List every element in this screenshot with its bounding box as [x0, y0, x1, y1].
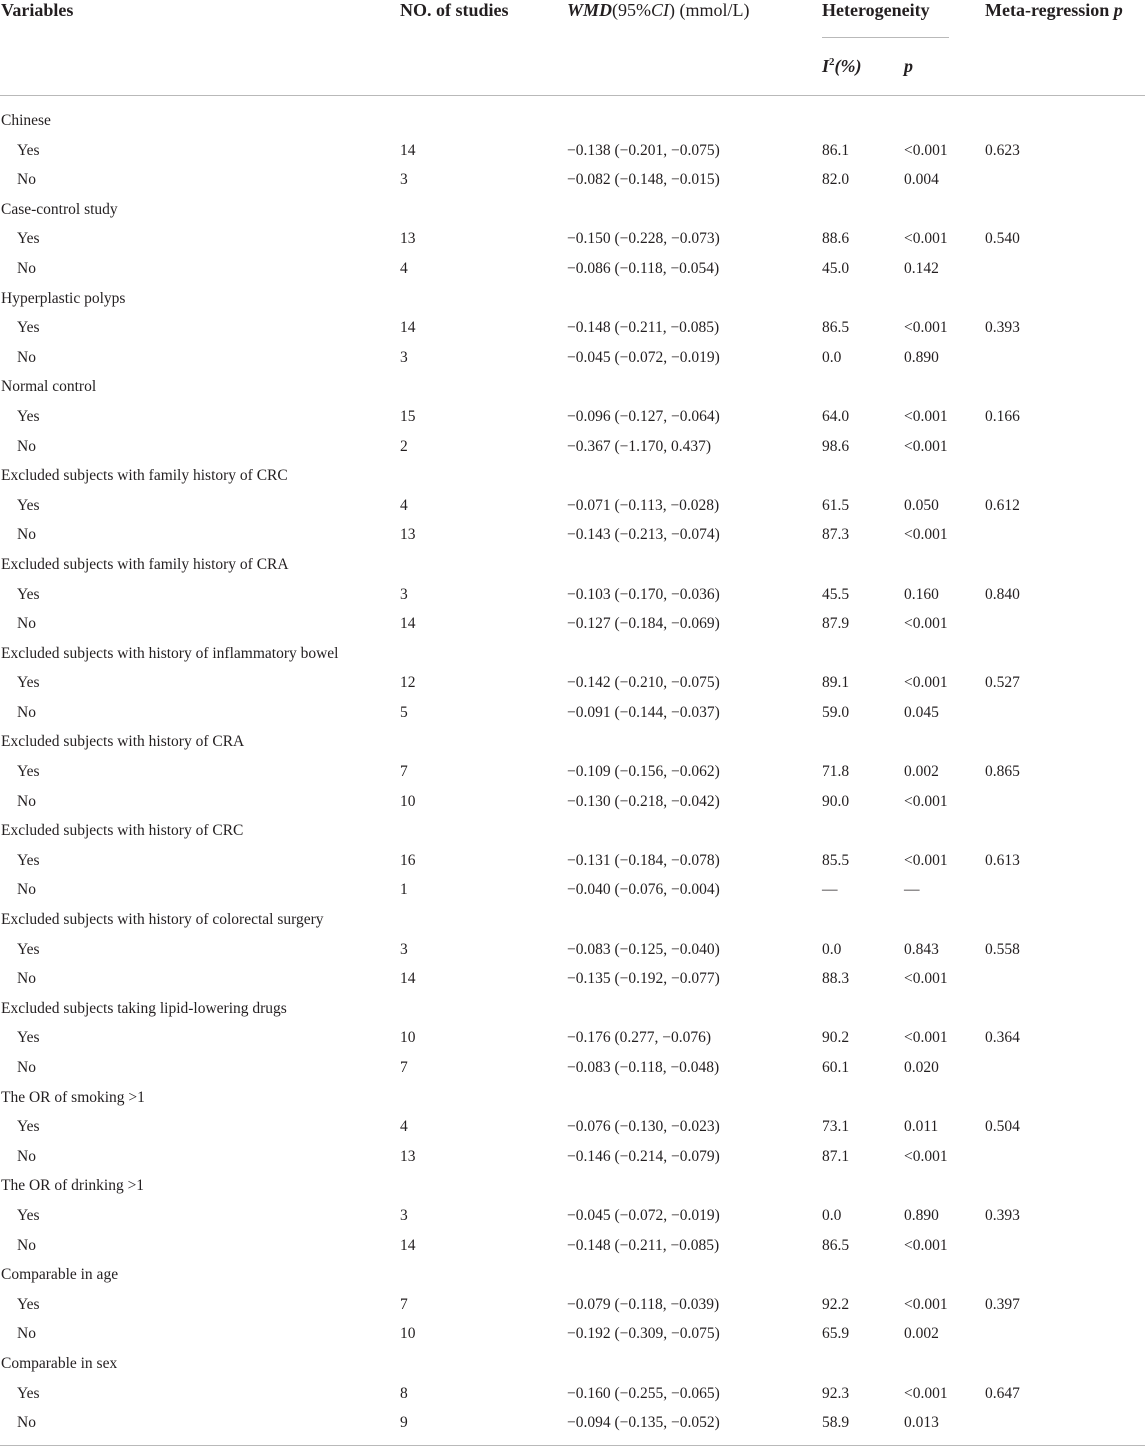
- group-row: [0, 1172, 1145, 1202]
- study-count: 5: [400, 703, 408, 721]
- study-count: 9: [400, 1414, 408, 1432]
- meta-regression-p: 0.865: [985, 763, 1020, 781]
- wmd-value: −0.086 (−0.118, −0.054): [567, 259, 720, 277]
- heterogeneity-p: <0.001: [904, 851, 948, 869]
- subgroup-label: Yes: [17, 1118, 40, 1136]
- table-row: [0, 699, 1145, 729]
- header-i2: [822, 56, 862, 77]
- wmd-value: −0.045 (−0.072, −0.019): [567, 1206, 720, 1224]
- study-count: 3: [400, 1206, 408, 1224]
- study-count: 10: [400, 1325, 416, 1343]
- table-row: [0, 965, 1145, 995]
- heterogeneity-p: <0.001: [904, 1295, 948, 1313]
- heterogeneity-p: <0.001: [904, 230, 948, 248]
- wmd-value: −0.127 (−0.184, −0.069): [567, 615, 720, 633]
- i2-value: 86.1: [822, 141, 850, 159]
- wmd-value: −0.135 (−0.192, −0.077): [567, 970, 720, 988]
- meta-regression-p: 0.397: [985, 1295, 1020, 1313]
- subgroup-label: No: [17, 615, 36, 633]
- table-body: [0, 107, 1145, 1439]
- study-count: 3: [400, 940, 408, 958]
- header-p: p: [904, 56, 913, 76]
- table-row: [0, 847, 1145, 877]
- group-row: [0, 817, 1145, 847]
- i2-value: 73.1: [822, 1118, 850, 1136]
- wmd-value: −0.130 (−0.218, −0.042): [567, 792, 720, 810]
- table-row: [0, 1291, 1145, 1321]
- wmd-value: −0.143 (−0.213, −0.074): [567, 526, 720, 544]
- group-label: Case-control study: [1, 200, 118, 218]
- table-row: [0, 1232, 1145, 1262]
- wmd-value: −0.148 (−0.211, −0.085): [567, 1236, 720, 1254]
- heterogeneity-p: 0.002: [904, 763, 939, 781]
- meta-regression-p: 0.393: [985, 319, 1020, 337]
- table-row: [0, 1054, 1145, 1084]
- heterogeneity-p: <0.001: [904, 792, 948, 810]
- heterogeneity-p: <0.001: [904, 407, 948, 425]
- i2-value: 0.0: [822, 940, 842, 958]
- study-count: 14: [400, 615, 416, 633]
- header-meta-regression: [985, 0, 1123, 21]
- table-row: [0, 1024, 1145, 1054]
- i2-value: 87.9: [822, 615, 850, 633]
- heterogeneity-p: 0.020: [904, 1059, 939, 1076]
- group-row: [0, 285, 1145, 315]
- i2-value: 65.9: [822, 1325, 850, 1343]
- meta-regression-p: 0.364: [985, 1029, 1020, 1047]
- header-i2-sup: 2: [829, 56, 835, 68]
- subgroup-label: Yes: [17, 674, 40, 692]
- wmd-value: −0.148 (−0.211, −0.085): [567, 319, 720, 337]
- study-count: 1: [400, 881, 408, 899]
- i2-value: 98.6: [822, 437, 850, 455]
- table-row: [0, 344, 1145, 374]
- table-row: [0, 403, 1145, 433]
- table-row: [0, 225, 1145, 255]
- i2-value: 90.2: [822, 1029, 850, 1047]
- wmd-value: −0.071 (−0.113, −0.028): [567, 496, 720, 514]
- subgroup-label: No: [17, 1236, 36, 1254]
- subgroup-label: No: [17, 259, 36, 277]
- heterogeneity-p: 0.050: [904, 496, 939, 514]
- i2-value: 60.1: [822, 1059, 850, 1076]
- group-label: Excluded subjects taking lipid-lowering drugs: [1, 999, 287, 1017]
- group-row: [0, 551, 1145, 581]
- header-meta-regression-label: Meta-regression: [985, 0, 1110, 20]
- i2-value: 92.2: [822, 1295, 850, 1313]
- i2-value: 87.1: [822, 1147, 850, 1165]
- i2-value: 86.5: [822, 1236, 850, 1254]
- subgroup-label: Yes: [17, 851, 40, 869]
- i2-value: 88.6: [822, 230, 850, 248]
- i2-value: 85.5: [822, 851, 850, 869]
- study-count: 14: [400, 141, 416, 159]
- subgroup-label: Yes: [17, 1295, 40, 1313]
- group-label: Hyperplastic polyps: [1, 289, 126, 307]
- meta-regression-p: 0.166: [985, 407, 1020, 425]
- group-label: Excluded subjects with history of CRA: [1, 733, 245, 751]
- header-wmd: [567, 0, 750, 21]
- heterogeneity-p: <0.001: [904, 615, 948, 633]
- subgroup-label: Yes: [17, 1384, 40, 1402]
- i2-value: 71.8: [822, 763, 850, 781]
- group-row: [0, 462, 1145, 492]
- table-row: [0, 1113, 1145, 1143]
- header-i2-letter: I: [822, 56, 830, 76]
- heterogeneity-p: <0.001: [904, 526, 948, 544]
- group-row: [0, 1350, 1145, 1380]
- group-label: The OR of drinking >1: [1, 1177, 145, 1195]
- group-row: [0, 640, 1145, 670]
- wmd-value: −0.040 (−0.076, −0.004): [567, 881, 720, 899]
- group-label: Comparable in age: [1, 1266, 119, 1284]
- heterogeneity-p: 0.890: [904, 348, 939, 366]
- meta-regression-p: 0.613: [985, 851, 1020, 869]
- i2-value: 58.9: [822, 1414, 850, 1432]
- i2-value: 59.0: [822, 703, 850, 721]
- i2-value: 82.0: [822, 171, 850, 189]
- subgroup-label: No: [17, 970, 36, 988]
- group-label: Excluded subjects with family history of CRA: [1, 555, 289, 573]
- study-count: 13: [400, 1147, 416, 1165]
- i2-value: 86.5: [822, 319, 850, 337]
- study-count: 3: [400, 585, 408, 603]
- subgroup-label: Yes: [17, 1206, 40, 1224]
- heterogeneity-p: 0.843: [904, 940, 939, 958]
- subgroup-label: Yes: [17, 940, 40, 958]
- group-label: Excluded subjects with family history of CRC: [1, 467, 288, 485]
- subgroup-label: Yes: [17, 585, 40, 603]
- heterogeneity-p: 0.160: [904, 585, 939, 603]
- study-count: 7: [400, 1295, 408, 1313]
- heterogeneity-p: <0.001: [904, 1147, 948, 1165]
- subgroup-label: No: [17, 1414, 36, 1432]
- study-count: 10: [400, 792, 416, 810]
- subgroup-label: No: [17, 1059, 36, 1076]
- heterogeneity-p: —: [904, 881, 920, 899]
- heterogeneity-p: <0.001: [904, 1236, 948, 1254]
- study-count: 14: [400, 319, 416, 337]
- table-row: [0, 1409, 1145, 1439]
- study-count: 14: [400, 1236, 416, 1254]
- heterogeneity-p: 0.013: [904, 1414, 939, 1432]
- heterogeneity-p: <0.001: [904, 437, 948, 455]
- table-row: [0, 255, 1145, 285]
- wmd-value: −0.138 (−0.201, −0.075): [567, 141, 720, 159]
- table-row: [0, 581, 1145, 611]
- subgroup-label: No: [17, 348, 36, 366]
- subgroup-label: Yes: [17, 319, 40, 337]
- i2-value: 88.3: [822, 970, 850, 988]
- i2-value: 45.0: [822, 259, 850, 277]
- study-count: 4: [400, 496, 408, 514]
- heterogeneity-p: 0.045: [904, 703, 939, 721]
- study-count: 13: [400, 526, 416, 544]
- group-label: Chinese: [1, 112, 51, 129]
- group-row: [0, 196, 1145, 226]
- i2-value: 64.0: [822, 407, 850, 425]
- table-row: [0, 314, 1145, 344]
- table-row: [0, 1202, 1145, 1232]
- table-header: [0, 0, 1145, 96]
- study-count: 4: [400, 1118, 408, 1136]
- study-count: 7: [400, 1059, 408, 1076]
- subgroup-label: Yes: [17, 141, 40, 159]
- heterogeneity-p: <0.001: [904, 319, 948, 337]
- heterogeneity-p: <0.001: [904, 1384, 948, 1402]
- wmd-value: −0.109 (−0.156, −0.062): [567, 763, 720, 781]
- table-row: [0, 433, 1145, 463]
- wmd-value: −0.176 (0.277, −0.076): [567, 1029, 712, 1047]
- i2-value: 61.5: [822, 496, 850, 514]
- header-meta-regression-p: p: [1113, 0, 1123, 20]
- subgroup-label: No: [17, 703, 36, 721]
- group-row: [0, 107, 1145, 137]
- header-wmd-ci-open: (95%: [612, 0, 652, 20]
- table-row: [0, 492, 1145, 522]
- study-count: 12: [400, 674, 416, 692]
- subgroup-label: Yes: [17, 230, 40, 248]
- group-label: Excluded subjects with history of inflammatory bowel: [1, 644, 339, 662]
- wmd-value: −0.079 (−0.118, −0.039): [567, 1295, 720, 1313]
- heterogeneity-p: 0.011: [904, 1118, 939, 1136]
- subgroup-label: No: [17, 171, 36, 189]
- table-row: [0, 936, 1145, 966]
- table-row: [0, 758, 1145, 788]
- study-count: 3: [400, 348, 408, 366]
- i2-value: 90.0: [822, 792, 850, 810]
- wmd-value: −0.076 (−0.130, −0.023): [567, 1118, 720, 1136]
- meta-regression-p: 0.527: [985, 674, 1020, 692]
- heterogeneity-p: 0.002: [904, 1325, 939, 1343]
- subgroup-label: No: [17, 1325, 36, 1343]
- header-wmd-abbrev: WMD: [567, 0, 613, 20]
- meta-regression-p: 0.840: [985, 585, 1020, 603]
- subgroup-label: No: [17, 437, 36, 455]
- subgroup-label: Yes: [17, 1029, 40, 1047]
- heterogeneity-p: 0.142: [904, 259, 939, 277]
- wmd-value: −0.091 (−0.144, −0.037): [567, 703, 720, 721]
- header-wmd-unit: ) (mmol/L): [669, 0, 750, 20]
- table-row: [0, 166, 1145, 196]
- meta-regression-p: 0.504: [985, 1118, 1020, 1136]
- header-wmd-ci: CI: [651, 0, 670, 20]
- i2-value: 87.3: [822, 526, 850, 544]
- header-variables: Variables: [1, 0, 74, 20]
- wmd-value: −0.083 (−0.118, −0.048): [567, 1059, 720, 1076]
- i2-value: 0.0: [822, 348, 842, 366]
- study-count: 13: [400, 230, 416, 248]
- table-row: [0, 788, 1145, 818]
- i2-value: 0.0: [822, 1206, 842, 1224]
- group-row: [0, 728, 1145, 758]
- wmd-value: −0.367 (−1.170, 0.437): [567, 437, 712, 455]
- table-row: [0, 1320, 1145, 1350]
- heterogeneity-p: 0.004: [904, 171, 939, 189]
- group-row: [0, 995, 1145, 1025]
- table-row: [0, 137, 1145, 167]
- table-bottom-rule: [0, 1445, 1145, 1446]
- group-row: [0, 1261, 1145, 1291]
- group-row: [0, 373, 1145, 403]
- table-row: [0, 1380, 1145, 1410]
- study-count: 4: [400, 259, 408, 277]
- header-i2-unit: (%): [834, 56, 862, 76]
- group-label: Normal control: [1, 378, 97, 396]
- table-row: [0, 1143, 1145, 1173]
- i2-value: 45.5: [822, 585, 850, 603]
- i2-value: —: [822, 881, 838, 899]
- group-label: Comparable in sex: [1, 1354, 118, 1372]
- group-label: Excluded subjects with history of CRC: [1, 822, 244, 840]
- heterogeneity-p: 0.890: [904, 1206, 939, 1224]
- wmd-value: −0.045 (−0.072, −0.019): [567, 348, 720, 366]
- heterogeneity-p: <0.001: [904, 1029, 948, 1047]
- wmd-value: −0.103 (−0.170, −0.036): [567, 585, 720, 603]
- subgroup-label: No: [17, 526, 36, 544]
- wmd-value: −0.082 (−0.148, −0.015): [567, 171, 720, 189]
- heterogeneity-p: <0.001: [904, 674, 948, 692]
- table-row: [0, 610, 1145, 640]
- i2-value: 92.3: [822, 1384, 850, 1402]
- study-count: 8: [400, 1384, 408, 1402]
- wmd-value: −0.150 (−0.228, −0.073): [567, 230, 720, 248]
- table-row: [0, 521, 1145, 551]
- study-count: 2: [400, 437, 408, 455]
- meta-regression-p: 0.612: [985, 496, 1020, 514]
- header-studies: NO. of studies: [400, 0, 509, 20]
- wmd-value: −0.131 (−0.184, −0.078): [567, 851, 720, 869]
- group-label: Excluded subjects with history of colorectal surgery: [1, 911, 324, 929]
- wmd-value: −0.192 (−0.309, −0.075): [567, 1325, 720, 1343]
- group-row: [0, 1084, 1145, 1114]
- table-row: [0, 876, 1145, 906]
- study-count: 16: [400, 851, 416, 869]
- header-heterogeneity: Heterogeneity: [822, 0, 930, 20]
- study-count: 10: [400, 1029, 416, 1047]
- heterogeneity-divider: [822, 37, 949, 38]
- wmd-value: −0.096 (−0.127, −0.064): [567, 407, 720, 425]
- subgroup-label: No: [17, 1147, 36, 1165]
- wmd-value: −0.142 (−0.210, −0.075): [567, 674, 720, 692]
- subgroup-label: Yes: [17, 496, 40, 514]
- meta-regression-p: 0.393: [985, 1206, 1020, 1224]
- study-count: 14: [400, 970, 416, 988]
- study-count: 3: [400, 171, 408, 189]
- i2-value: 89.1: [822, 674, 850, 692]
- group-label: The OR of smoking >1: [1, 1088, 145, 1106]
- subgroup-label: No: [17, 881, 36, 899]
- meta-regression-p: 0.647: [985, 1384, 1020, 1402]
- subgroup-label: Yes: [17, 407, 40, 425]
- wmd-value: −0.146 (−0.214, −0.079): [567, 1147, 720, 1165]
- meta-regression-p: 0.623: [985, 141, 1020, 159]
- subgroup-label: Yes: [17, 763, 40, 781]
- wmd-value: −0.083 (−0.125, −0.040): [567, 940, 720, 958]
- study-count: 7: [400, 763, 408, 781]
- heterogeneity-p: <0.001: [904, 141, 948, 159]
- group-row: [0, 906, 1145, 936]
- table-row: [0, 669, 1145, 699]
- meta-regression-p: 0.540: [985, 230, 1020, 248]
- meta-regression-p: 0.558: [985, 940, 1020, 958]
- wmd-value: −0.160 (−0.255, −0.065): [567, 1384, 720, 1402]
- wmd-value: −0.094 (−0.135, −0.052): [567, 1414, 720, 1432]
- study-count: 15: [400, 407, 416, 425]
- subgroup-label: No: [17, 792, 36, 810]
- heterogeneity-p: <0.001: [904, 970, 948, 988]
